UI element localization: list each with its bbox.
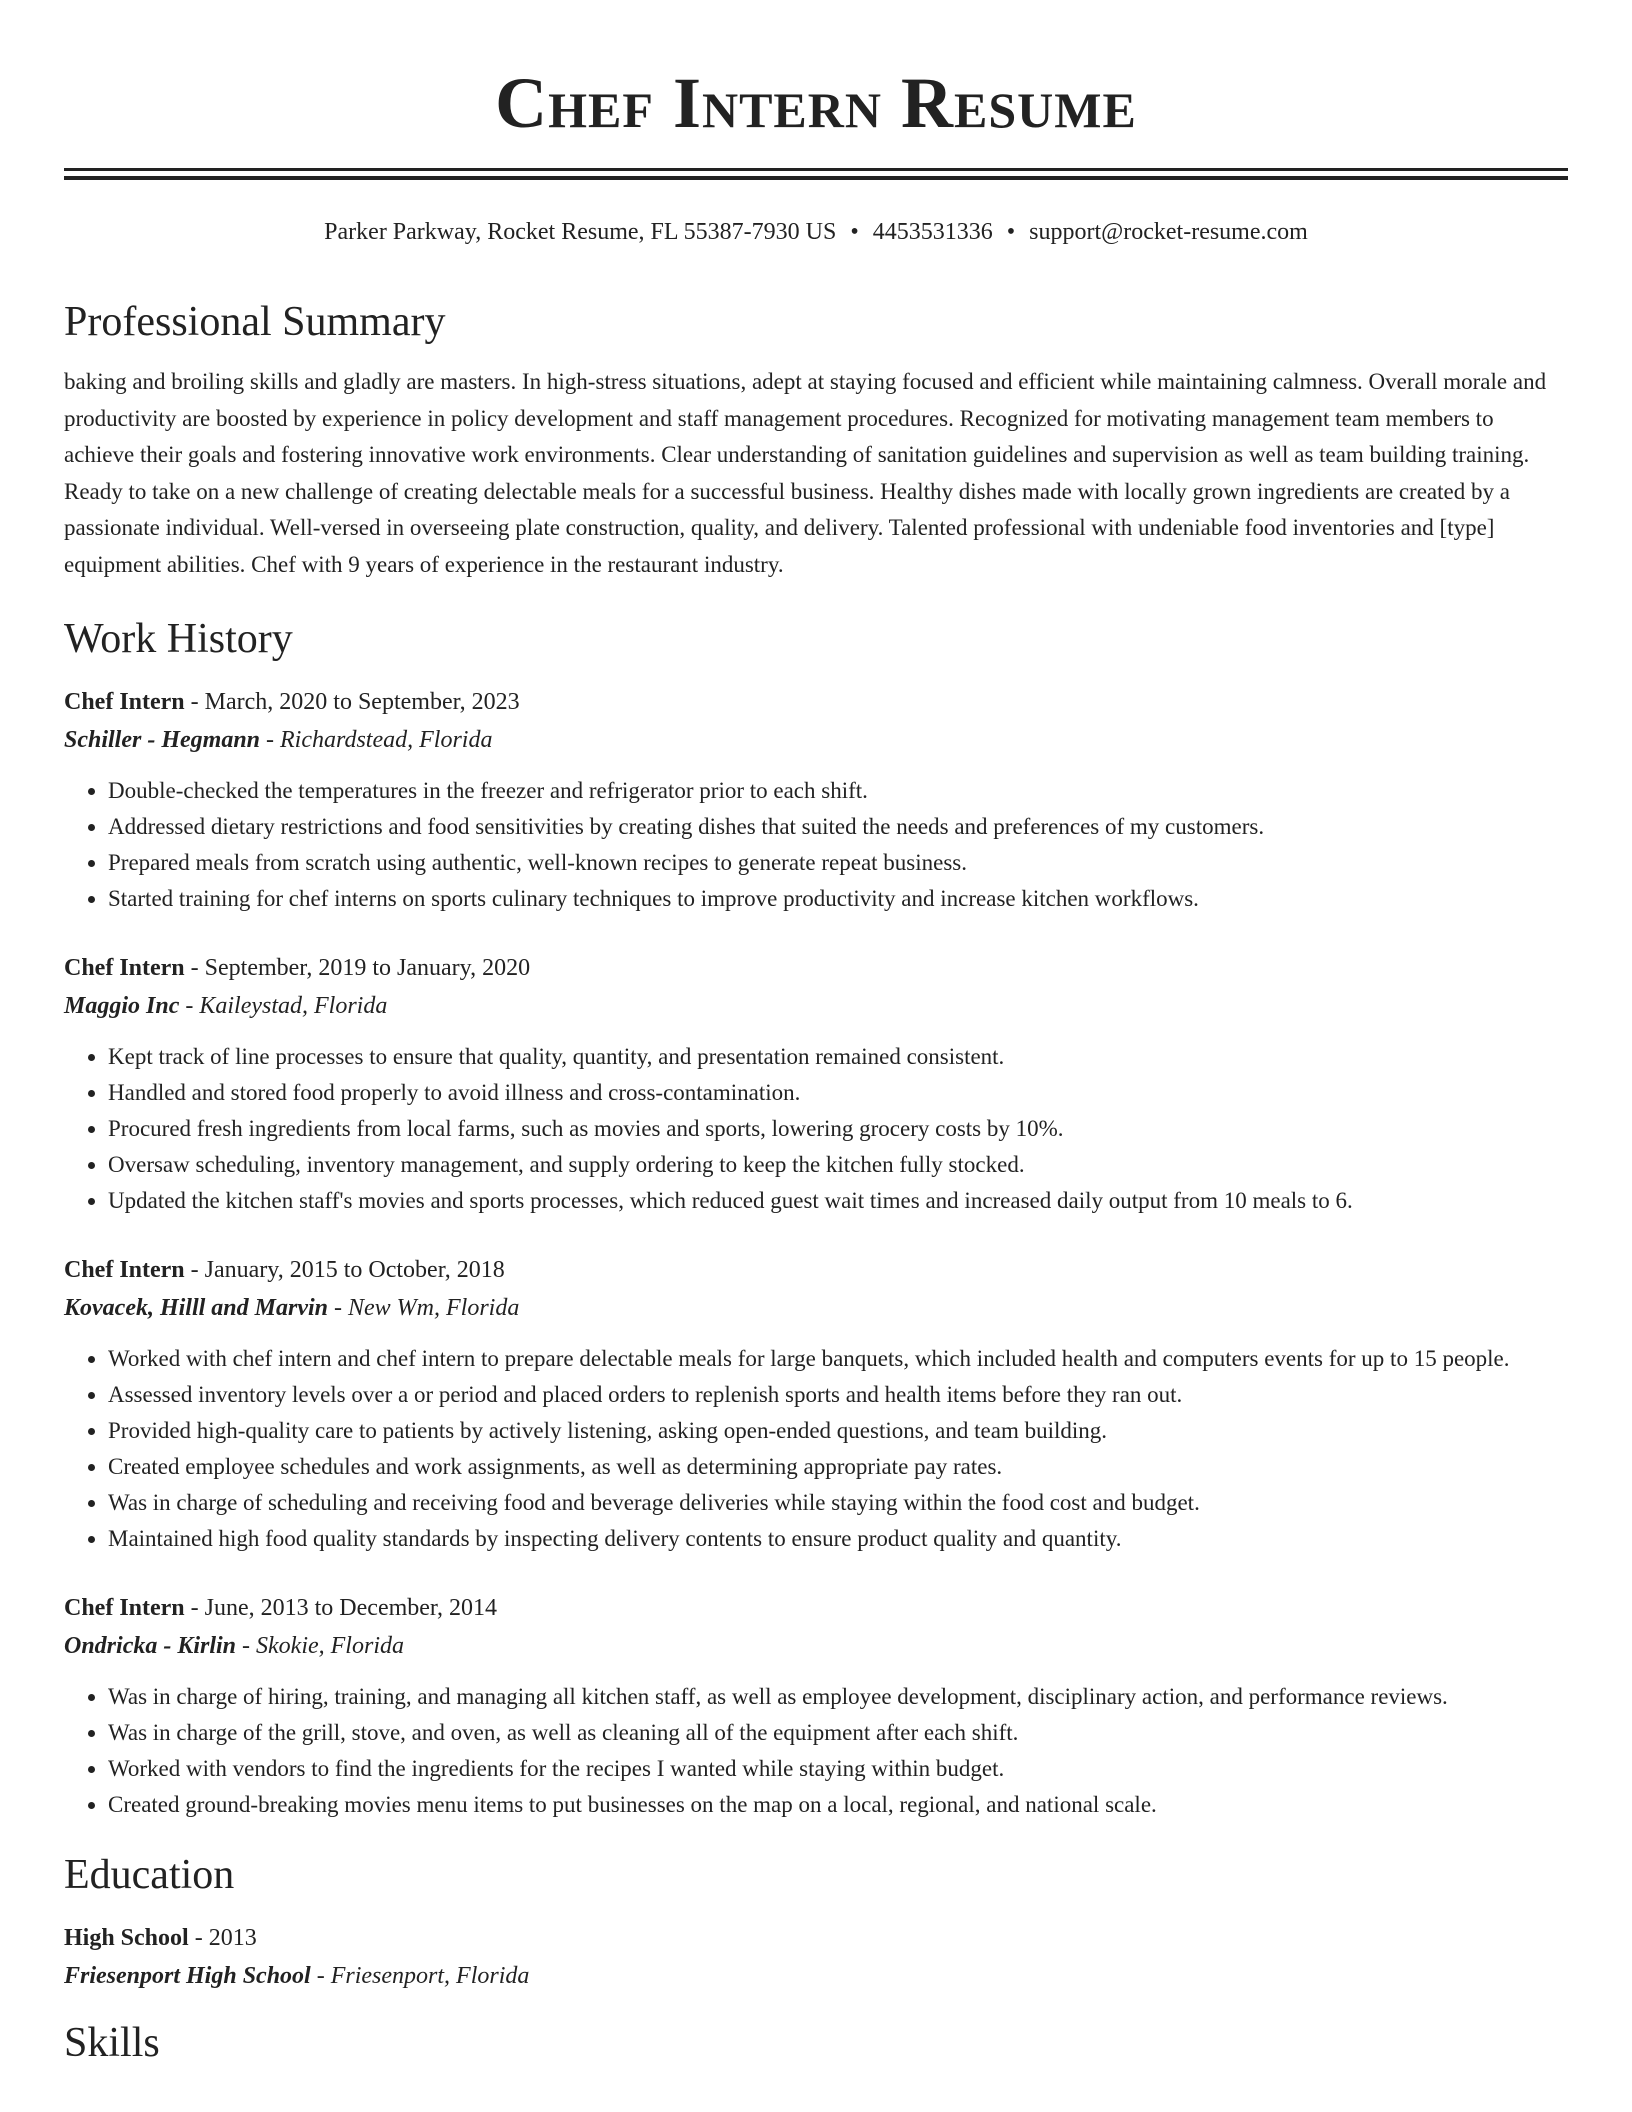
company-location: - Kaileystad, Florida (179, 993, 388, 1019)
job-header (64, 1589, 1568, 1627)
company-name: Maggio Inc (64, 993, 180, 1019)
job-title: Chef Intern (64, 1257, 185, 1283)
contact-separator: • (850, 219, 859, 245)
job-duties-list (64, 773, 1568, 917)
job-duty: • Updated the kitchen staff's movies and sports processes, which reduced guest wait times and increased daily output from 10 meals to 6. (108, 1183, 1568, 1219)
job-duty: • Kept track of line processes to ensure that quality, quantity, and presentation remained consistent. (108, 1039, 1568, 1075)
section-heading-work-history: Work History (64, 616, 293, 662)
section-heading-education: Education (64, 1852, 235, 1898)
contact-line (64, 216, 1568, 248)
education-school: Friesenport High School (64, 1963, 311, 1989)
contact-email: support@rocket-resume.com (1029, 219, 1308, 245)
job-dates: - June, 2013 to December, 2014 (184, 1595, 497, 1621)
job-duty: • Prepared meals from scratch using authentic, well-known recipes to generate repeat business. (108, 845, 1568, 881)
job-employer (64, 1289, 1568, 1327)
job-duty: • Double-checked the temperatures in the freezer and refrigerator prior to each shift. (108, 773, 1568, 809)
resume-title: Chef Intern Resume (495, 63, 1137, 143)
job-duty: • Maintained high food quality standards by inspecting delivery contents to ensure product quality and quantity. (108, 1521, 1568, 1557)
job-dates: - September, 2019 to January, 2020 (184, 955, 531, 981)
company-name: Ondricka - Kirlin (64, 1633, 237, 1659)
company-location: - Richardstead, Florida (260, 727, 493, 753)
job-duties-list (64, 1039, 1568, 1219)
job-duty: • Created employee schedules and work assignments, as well as determining appropriate pay rates. (108, 1449, 1568, 1485)
job-employer (64, 721, 1568, 759)
job-duty: • Created ground-breaking movies menu items to put businesses on the map on a local, regional, and national scale. (108, 1787, 1568, 1823)
job-entry (64, 949, 1568, 1219)
company-name: Kovacek, Hilll and Marvin (64, 1295, 328, 1321)
education-degree: High School (64, 1925, 189, 1951)
job-title: Chef Intern (64, 689, 185, 715)
job-duties-list (64, 1341, 1568, 1557)
contact-address: Parker Parkway, Rocket Resume, FL 55387-7930 US (324, 219, 837, 245)
summary-text: baking and broiling skills and gladly are masters. In high-stress situations, adept at staying focused and efficient while maintaining calmness. Overall morale and productivity are boosted by experience in policy development and staff management procedures. Recognized for motivating management team members to achieve their goals and fostering innovative work environments. Clear understanding of sanitation guidelines and supervision as well as team building training. Ready to take on a new challenge of creating delectable meals for a successful business. Healthy dishes made with locally grown ingredients are created by a passionate individual. Well-versed in overseeing plate construction, quality, and delivery. Talented professional with undeniable food inventories and [type] equipment abilities. Chef with 9 years of experience in the restaurant industry. (64, 369, 1547, 577)
job-duty: • Was in charge of hiring, training, and managing all kitchen staff, as well as employee development, disciplinary action, and performance reviews. (108, 1679, 1568, 1715)
job-header (64, 683, 1568, 721)
job-title: Chef Intern (64, 1595, 185, 1621)
company-location: - Skokie, Florida (236, 1633, 404, 1659)
job-duty: • Worked with chef intern and chef intern to prepare delectable meals for large banquets, which included health and computers events for up to 15 people. (108, 1341, 1568, 1377)
section-heading-skills: Skills (64, 2020, 160, 2066)
job-duty: • Started training for chef interns on sports culinary techniques to improve productivity and increase kitchen workflows. (108, 881, 1568, 917)
job-dates: - January, 2015 to October, 2018 (184, 1257, 505, 1283)
job-duty: • Addressed dietary restrictions and food sensitivities by creating dishes that suited the needs and preferences of my customers. (108, 809, 1568, 845)
job-entry (64, 1589, 1568, 1823)
job-dates: - March, 2020 to September, 2023 (184, 689, 520, 715)
education-school-line (64, 1957, 1568, 1995)
job-duties-list (64, 1679, 1568, 1823)
company-location: - New Wm, Florida (328, 1295, 520, 1321)
job-header (64, 949, 1568, 987)
job-duty: • Provided high-quality care to patients by actively listening, asking open-ended questions, and team building. (108, 1413, 1568, 1449)
job-entry (64, 1251, 1568, 1557)
education-degree-line (64, 1919, 1568, 1957)
job-duty: • Procured fresh ingredients from local farms, such as movies and sports, lowering grocery costs by 10%. (108, 1111, 1568, 1147)
contact-separator: • (1006, 219, 1016, 245)
company-name: Schiller - Hegmann (64, 727, 261, 753)
job-header (64, 1251, 1568, 1289)
job-entry (64, 683, 1568, 917)
job-title: Chef Intern (64, 955, 185, 981)
education-location: - Friesenport, Florida (310, 1963, 530, 1989)
section-heading-summary: Professional Summary (64, 299, 446, 345)
education-year: - 2013 (188, 1925, 257, 1951)
job-duty: • Assessed inventory levels over a or period and placed orders to replenish sports and health items before they ran out. (108, 1377, 1568, 1413)
job-duty: • Worked with vendors to find the ingredients for the recipes I wanted while staying within budget. (108, 1751, 1568, 1787)
title-divider-top (64, 168, 1568, 171)
title-divider-bottom (64, 176, 1568, 180)
job-employer (64, 1627, 1568, 1665)
contact-phone: 4453531336 (872, 219, 993, 245)
job-employer (64, 987, 1568, 1025)
job-duty: • Handled and stored food properly to avoid illness and cross-contamination. (108, 1075, 1568, 1111)
job-duty: • Was in charge of the grill, stove, and oven, as well as cleaning all of the equipment after each shift. (108, 1715, 1568, 1751)
job-duty: • Oversaw scheduling, inventory management, and supply ordering to keep the kitchen fully stocked. (108, 1147, 1568, 1183)
job-duty: • Was in charge of scheduling and receiving food and beverage deliveries while staying within the food cost and budget. (108, 1485, 1568, 1521)
